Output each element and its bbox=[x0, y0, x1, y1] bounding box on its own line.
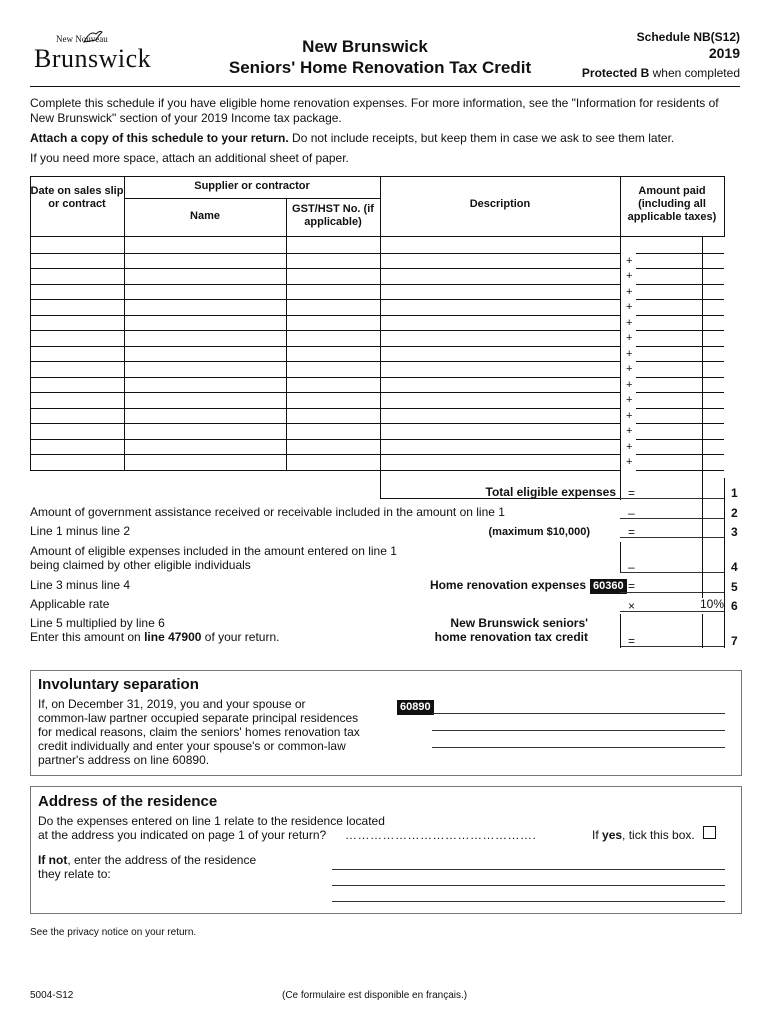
tick-post: , tick this box. bbox=[622, 828, 695, 842]
plus-sign: + bbox=[626, 301, 633, 313]
amount-line-1[interactable] bbox=[620, 498, 724, 499]
address-dots: ………………………………………. bbox=[345, 828, 537, 842]
tick-yes: yes bbox=[602, 828, 623, 842]
line-number-2: 2 bbox=[731, 506, 738, 520]
table-col-line bbox=[30, 176, 31, 237]
residence-address-line-3[interactable] bbox=[332, 901, 725, 902]
address-question-2: at the address you indicated on page 1 of your return? bbox=[38, 828, 327, 842]
supplier-divider bbox=[124, 198, 380, 199]
intro-paragraph: Complete this schedule if you have eligible home renovation expenses. For more information, see the "Information for residents of New Brunswick" section of your 2019 Income tax package. bbox=[30, 96, 719, 125]
line7-bold: line 47900 bbox=[144, 630, 202, 644]
line4-label-a: Amount of eligible expenses included in the amount entered on line 1 bbox=[30, 544, 397, 558]
line3-max: (maximum $10,000) bbox=[488, 526, 590, 538]
line7-post: of your return. bbox=[201, 630, 280, 644]
line3-label: Line 1 minus line 2 bbox=[30, 524, 131, 538]
line7-right-b: home renovation tax credit bbox=[434, 630, 588, 644]
amount-line-6[interactable] bbox=[620, 611, 724, 612]
involuntary-text-2: common-law partner occupied separate principal residences bbox=[38, 711, 359, 725]
amount-row-line[interactable] bbox=[636, 315, 724, 316]
plus-sign: + bbox=[626, 425, 633, 437]
table-col-line bbox=[124, 176, 125, 470]
table-row[interactable] bbox=[30, 392, 620, 393]
ifnot-bold: If not bbox=[38, 853, 68, 867]
amount-row-line[interactable] bbox=[636, 253, 724, 254]
table-row[interactable] bbox=[30, 253, 620, 254]
amount-row-line[interactable] bbox=[636, 268, 724, 269]
french-availability: (Ce formulaire est disponible en français.) bbox=[282, 990, 468, 1001]
plus-sign: + bbox=[626, 332, 633, 344]
line1-op: = bbox=[628, 486, 636, 500]
amount-cents-divider bbox=[702, 237, 703, 480]
plus-sign: + bbox=[626, 363, 633, 375]
table-row[interactable] bbox=[30, 346, 620, 347]
logo-small-text: New Nouveau bbox=[56, 34, 108, 44]
line7-label-a: Line 5 multiplied by line 6 bbox=[30, 616, 165, 630]
spouse-address-line-3[interactable] bbox=[432, 747, 725, 748]
address-title: Address of the residence bbox=[38, 793, 218, 810]
line4-left-border bbox=[620, 542, 621, 572]
amount-row-line[interactable] bbox=[636, 454, 724, 455]
table-row[interactable] bbox=[30, 284, 620, 285]
line-number-3: 3 bbox=[731, 525, 738, 539]
plus-sign: + bbox=[626, 347, 633, 360]
table-row[interactable] bbox=[30, 299, 620, 300]
involuntary-text-5: partner's address on line 60890. bbox=[38, 753, 210, 767]
amount-row-line[interactable] bbox=[636, 377, 724, 378]
total-left-border bbox=[380, 470, 381, 498]
line4-op: – bbox=[628, 560, 635, 574]
amount-row-line[interactable] bbox=[636, 361, 724, 362]
address-residence-section bbox=[30, 786, 742, 914]
table-row[interactable] bbox=[30, 361, 620, 362]
table-col-line bbox=[380, 176, 381, 470]
table-row[interactable] bbox=[30, 377, 620, 378]
table-row[interactable] bbox=[30, 268, 620, 269]
table-bottom-line bbox=[380, 498, 620, 499]
line7-label-b bbox=[30, 630, 280, 644]
line7-op: = bbox=[628, 634, 636, 648]
amount-row-line[interactable] bbox=[636, 346, 724, 347]
amount-row-line[interactable] bbox=[636, 439, 724, 440]
amount-column-right bbox=[724, 478, 725, 648]
table-row[interactable] bbox=[30, 470, 620, 471]
line6-label: Applicable rate bbox=[30, 597, 110, 611]
plus-sign: + bbox=[626, 440, 633, 453]
nb-logo bbox=[30, 34, 160, 80]
plus-sign: + bbox=[626, 270, 633, 282]
privacy-notice: See the privacy notice on your return. bbox=[30, 927, 197, 938]
same-address-checkbox[interactable] bbox=[703, 826, 716, 839]
amount-line-4[interactable] bbox=[620, 572, 724, 573]
table-row[interactable] bbox=[30, 315, 620, 316]
line5-right-label: Home renovation expenses bbox=[429, 578, 586, 592]
spouse-address-line-2[interactable] bbox=[432, 730, 725, 731]
table-col-line bbox=[620, 176, 621, 500]
form-title-line2: Seniors' Home Renovation Tax Credit bbox=[228, 58, 532, 77]
amount-cents-column bbox=[702, 478, 703, 598]
table-row[interactable] bbox=[30, 330, 620, 331]
table-row[interactable] bbox=[30, 408, 620, 409]
logo-big-text: Brunswick bbox=[34, 44, 152, 73]
tick-pre: If bbox=[592, 828, 603, 842]
attach-bold: Attach a copy of this schedule to your return. bbox=[30, 131, 289, 145]
col-header-description: Description bbox=[469, 198, 531, 210]
amount-line-3[interactable] bbox=[620, 537, 724, 538]
involuntary-text-1: If, on December 31, 2019, you and your spouse or bbox=[38, 697, 306, 711]
line6-op: × bbox=[628, 599, 636, 613]
line1-label: Total eligible expenses bbox=[485, 485, 616, 499]
line3-op: = bbox=[628, 525, 636, 539]
ifnot-text bbox=[38, 853, 256, 867]
spouse-address-code: 60890 bbox=[397, 700, 434, 715]
form-title-line1: New Brunswick bbox=[302, 37, 428, 56]
attach-rest: Do not include receipts, but keep them in case we ask to see them later. bbox=[288, 131, 675, 145]
plus-sign: + bbox=[626, 456, 633, 468]
amount-row-line[interactable] bbox=[636, 408, 724, 409]
involuntary-text-4: credit individually and enter your spouse's or common-law bbox=[38, 739, 346, 753]
line2-op: – bbox=[628, 506, 635, 520]
amount-line-7[interactable] bbox=[620, 646, 724, 647]
col-header-supplier: Supplier or contractor bbox=[194, 180, 310, 192]
amount-row-line[interactable] bbox=[636, 284, 724, 285]
line-number-1: 1 bbox=[731, 486, 738, 500]
plus-sign: + bbox=[626, 378, 633, 391]
residence-address-line-2[interactable] bbox=[332, 885, 725, 886]
protected-b: Protected B bbox=[581, 66, 650, 80]
form-number: 5004-S12 bbox=[30, 990, 74, 1001]
ifnot-rest: , enter the address of the residence bbox=[67, 853, 257, 867]
line6-rate: 10% bbox=[699, 597, 724, 611]
line7-left-border bbox=[620, 614, 621, 648]
line7-right-a: New Brunswick seniors' bbox=[450, 616, 588, 630]
line4-label-b: being claimed by other eligible individuals bbox=[30, 558, 251, 572]
spouse-address-line-1[interactable] bbox=[432, 713, 725, 714]
involuntary-text-3: for medical reasons, claim the seniors' homes renovation tax bbox=[38, 725, 360, 739]
line-number-5: 5 bbox=[731, 580, 738, 594]
address-question-1: Do the expenses entered on line 1 relate to the residence located bbox=[38, 814, 385, 828]
col-header-amount: Amount paid (including all applicable taxes) bbox=[627, 185, 717, 223]
tax-year: 2019 bbox=[708, 45, 740, 61]
line7-pre: Enter this amount on bbox=[30, 630, 145, 644]
plus-sign: + bbox=[626, 409, 633, 422]
residence-address-line-1[interactable] bbox=[332, 869, 725, 870]
amount-row-line[interactable] bbox=[636, 423, 724, 424]
tick-label bbox=[592, 828, 695, 842]
table-left-border bbox=[30, 237, 31, 470]
plus-sign: + bbox=[626, 316, 633, 329]
col-header-gst: GST/HST No. (if applicable) bbox=[292, 203, 374, 228]
line-number-7: 7 bbox=[731, 634, 738, 648]
protected-rest: when completed bbox=[649, 66, 740, 80]
involuntary-title: Involuntary separation bbox=[38, 676, 199, 693]
table-row[interactable] bbox=[30, 439, 620, 440]
attach-instruction bbox=[30, 131, 742, 146]
protected-notice bbox=[582, 66, 740, 80]
line2-label: Amount of government assistance received or receivable included in the amount on line 1 bbox=[30, 505, 505, 519]
plus-sign: + bbox=[626, 254, 633, 267]
schedule-id: Schedule NB(S12) bbox=[636, 30, 740, 44]
amount-row-line[interactable] bbox=[636, 330, 724, 331]
ifnot-text-2: they relate to: bbox=[38, 867, 111, 881]
table-row[interactable] bbox=[30, 454, 620, 455]
amount-line-2[interactable] bbox=[620, 518, 724, 519]
line5-label: Line 3 minus line 4 bbox=[30, 578, 131, 592]
plus-sign: + bbox=[626, 285, 633, 298]
table-row[interactable] bbox=[30, 423, 620, 424]
table-col-line bbox=[286, 198, 287, 470]
amount-row-line[interactable] bbox=[636, 392, 724, 393]
line-number-4: 4 bbox=[731, 560, 738, 574]
table-col-line bbox=[724, 176, 725, 237]
line5-op: = bbox=[628, 579, 636, 593]
involuntary-separation-section bbox=[30, 670, 742, 776]
amount-row-line[interactable] bbox=[636, 299, 724, 300]
plus-sign: + bbox=[626, 394, 633, 406]
bird-logo-icon bbox=[82, 28, 104, 44]
line7-cents-column bbox=[702, 614, 703, 648]
line5-code: 60360 bbox=[590, 579, 627, 594]
line-number-6: 6 bbox=[731, 599, 738, 613]
amount-row-line[interactable] bbox=[636, 470, 724, 471]
header-divider bbox=[30, 86, 740, 87]
amount-line-5[interactable] bbox=[620, 592, 724, 593]
col-header-date: Date on sales slip or contract bbox=[30, 185, 124, 210]
more-space-note: If you need more space, attach an additional sheet of paper. bbox=[30, 151, 349, 165]
col-header-name: Name bbox=[190, 210, 220, 222]
